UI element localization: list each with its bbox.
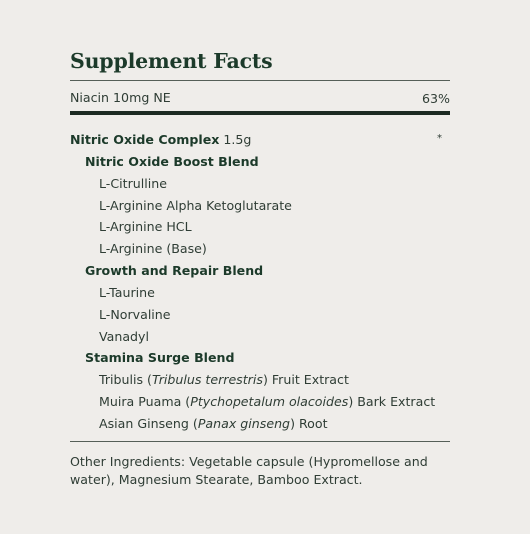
ingredient-item: L-Arginine Alpha Ketoglutarate (99, 198, 292, 213)
divider (70, 441, 450, 442)
ingredient-item: L-Arginine HCL (99, 219, 192, 234)
ingredient-item: L-Arginine (Base) (99, 241, 207, 256)
ingredient-text: Asian Ginseng ( (99, 416, 198, 431)
thick-divider (70, 111, 450, 115)
ingredient-text: ) Root (290, 416, 328, 431)
ingredient-text: ) Bark Extract (348, 394, 436, 409)
complex-name: Nitric Oxide Complex (70, 132, 220, 147)
blend-name: Stamina Surge Blend (85, 350, 235, 365)
ingredient-item (99, 394, 435, 409)
latin-name: Panax ginseng (197, 416, 291, 431)
niacin-percent: 63% (422, 91, 450, 106)
ingredient-text: ) Fruit Extract (262, 372, 349, 387)
complex-row (70, 132, 251, 147)
blend-name: Nitric Oxide Boost Blend (85, 154, 259, 169)
ingredient-item: Vanadyl (99, 329, 149, 344)
ingredient-item (99, 416, 328, 431)
ingredient-item (99, 372, 349, 387)
ingredient-item: L-Citrulline (99, 176, 167, 191)
ingredient-item: L-Taurine (99, 285, 155, 300)
divider (70, 80, 450, 81)
latin-name: Tribulus terrestris (151, 372, 263, 387)
daily-value-marker: * (437, 133, 442, 144)
ingredient-text: Muira Puama ( (99, 394, 191, 409)
complex-amount: 1.5g (223, 132, 252, 147)
niacin-label: Niacin 10mg NE (70, 90, 171, 105)
other-ingredients: Other Ingredients: Vegetable capsule (Hypromellose and water), Magnesium Stearate, Bamboo Extract. (70, 454, 428, 487)
blend-name: Growth and Repair Blend (85, 263, 264, 278)
ingredient-item: L-Norvaline (99, 307, 171, 322)
latin-name: Ptychopetalum olacoides (190, 394, 349, 409)
ingredient-text: Tribulis ( (99, 372, 152, 387)
panel-title: Supplement Facts (70, 49, 273, 73)
